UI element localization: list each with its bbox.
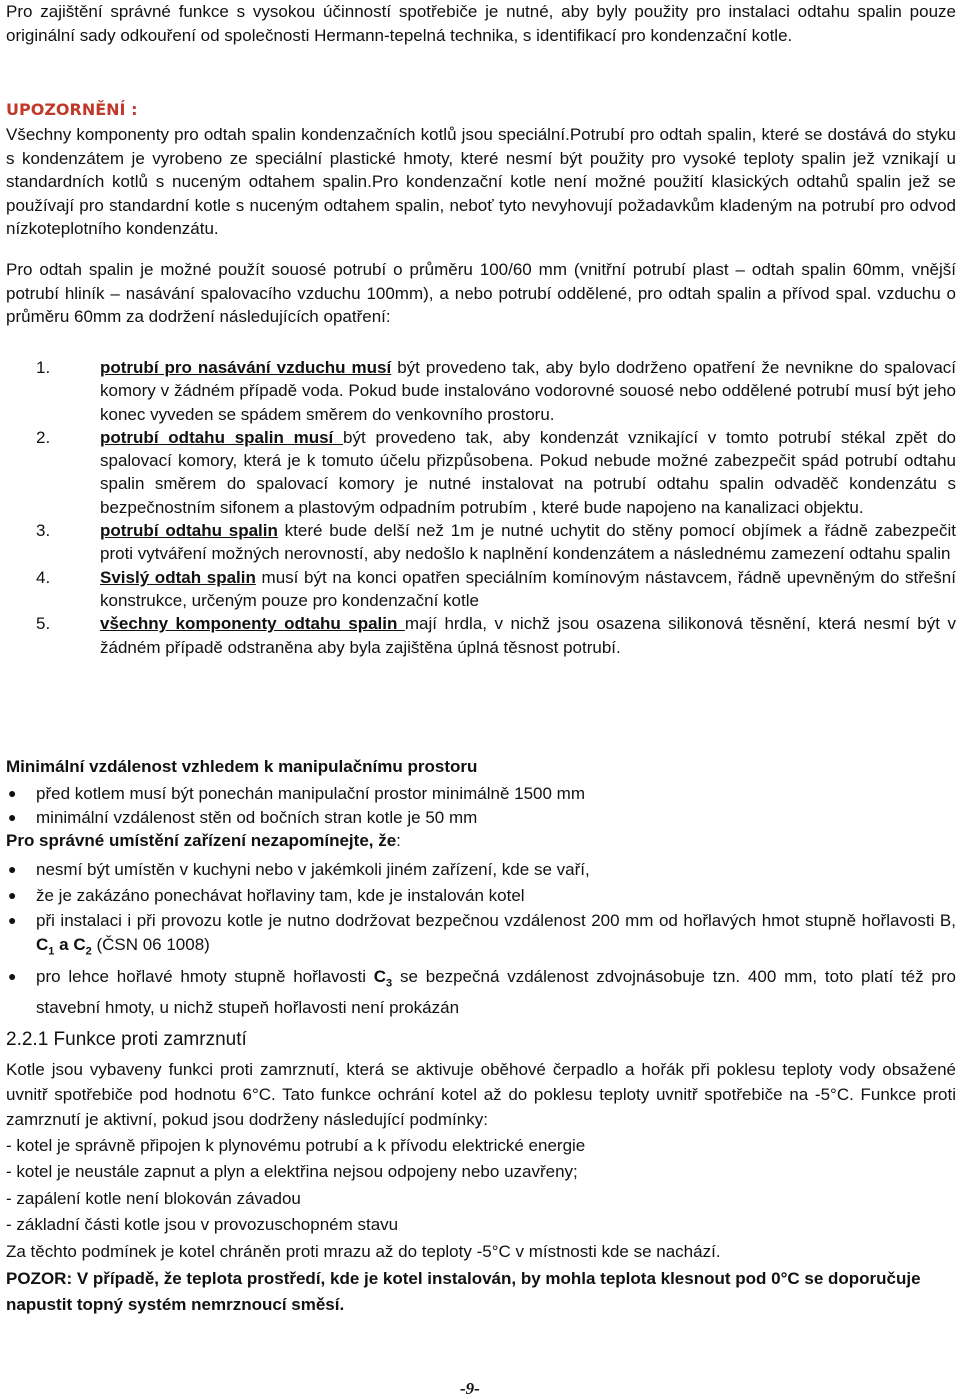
bullet-item	[6, 884, 956, 908]
bullet-icon: ●	[8, 968, 17, 985]
condition-item: - kotel je správně připojen k plynovému potrubí a k přívodu elektrické energie	[6, 1136, 586, 1155]
list-number: 5.	[36, 614, 51, 634]
list-number: 2.	[36, 427, 51, 447]
list-item-underlined: potrubí pro nasávání vzduchu musí	[100, 358, 392, 377]
bullet-item	[6, 965, 956, 1019]
list-item-text: musí být na konci opatřen speciálním komínovým nástavcem, řádně upevněným do střešní konstrukce, určeným pouze pro kondenzační kotle	[100, 567, 956, 610]
list-item	[6, 612, 956, 659]
pozor-paragraph: POZOR: V případě, že teplota prostředí, kde je kotel instalován, by mohla teplota klesnout pod 0°C se doporučuje napustit topný systém nemrznoucí směsí.	[6, 1269, 921, 1314]
list-item-underlined: Svislý odtah spalin	[100, 567, 256, 587]
warning-paragraph	[6, 123, 956, 241]
list-item	[6, 426, 956, 519]
condition-item: - základní části kotle jsou v provozuschopném stavu	[6, 1215, 399, 1234]
list-item-text: mají hrdla, v nichž jsou osazena silikonová těsnění, která nesmí být v žádném případě odstraněna aby byla zajištěna úplná těsnost potrubí.	[100, 614, 956, 657]
placement-title-colon: :	[396, 831, 401, 850]
list-item	[6, 566, 956, 613]
class-c3-sub: 3	[386, 977, 393, 990]
warning-text-b: Potrubí pro odtah spalin, které se dostává do styku s kondenzátem je vyrobeno ze speciální plastické hmoty, které nesmí být použity pro vysoké teploty spalin jež vznikají u standardních kotlů s nuceným odtahem spalin.	[6, 125, 956, 191]
bullet-item	[6, 806, 956, 830]
bullet-icon: ●	[8, 808, 17, 825]
bullet-icon: ●	[8, 886, 17, 903]
bullet-icon: ●	[8, 785, 17, 801]
intro-paragraph: Pro zajištění správné funkce s vysokou účinností spotřebiče je nutné, aby byly použity pro instalaci odtahu spalin pouze originální sady odkouření od společnosti Hermann-tepelná technika, s identifikací pro kondenzační kotle.	[6, 2, 956, 45]
page-number: -9-	[460, 1379, 480, 1398]
class-c2-letter: C	[73, 934, 86, 954]
placement-title-text: Pro správné umístění zařízení nezapomínejte, že	[6, 831, 397, 850]
pipe-paragraph: Pro odtah spalin je možné použít souosé potrubí o průměru 100/60 mm (vnitřní potrubí plast – odtah spalin 60mm, vnější potrubí hliník – nasávání spalovacího vzduchu 100mm), a nebo potrubí oddělené, pro odtah spalin a přívod spal. vzduchu o průměru 60mm za dodržení následujících opatření:	[6, 260, 956, 326]
freeze-paragraph: Kotle jsou vybaveny funkci proti zamrznutí, která se aktivuje oběhové čerpadlo a hořák při poklesu teploty vody obsažené uvnitř spotřebiče pod hodnotu 6°C. Tato funkce ochrání kotel až do poklesu teploty uvnitř spotřebiče na -5°C. Funkce proti zamrznutí je aktivní, pokud jsou dodrženy následující podmínky:	[6, 1060, 956, 1129]
list-number: 3.	[36, 521, 51, 541]
bullet-icon: ●	[8, 912, 17, 928]
placement-title	[6, 831, 401, 851]
list-item	[6, 356, 956, 426]
class-c3-letter: C	[373, 967, 387, 987]
min-distance-title: Minimální vzdálenost vzhledem k manipulačnímu prostoru	[6, 757, 478, 776]
class-c1-sub: 1	[48, 944, 55, 957]
bullet-text: minimální vzdálenost stěn od bočních stran kotle je 50 mm	[36, 807, 478, 827]
warning-title: UPOZORNĚNÍ :	[6, 100, 138, 119]
bullet-icon: ●	[8, 861, 17, 877]
list-number: 1.	[36, 358, 51, 377]
list-item-text: být provedeno tak, aby kondenzát vznikající v tomto potrubí stékal zpět do spalovací komory, která je k tomuto účelu přizpůsobena. Pokud nebude možné zabezpečit spád potrubí odtahu spalin směrem do spalovací komory je nutné instalovat na potrubí odtahu spalin odvaděč kondenzátu s bezpečnostním sifonem a plastovým odpadním potrubím , které bude napojeno na kanalizaci objektu.	[100, 427, 956, 517]
bullet-text-end: (ČSN 06 1008)	[91, 934, 210, 954]
class-c1-letter: C	[36, 934, 49, 954]
list-item-underlined: potrubí odtahu spalin musí	[100, 427, 344, 447]
condition-item: - zapálení kotle není blokován závadou	[6, 1189, 301, 1208]
list-number: 4.	[36, 567, 51, 587]
warning-text-c: Pro kondenzační kotle není možné použití klasických odtahů spalin jež se používají pro standardní kotle s nuceným odtahem spalin, neboť tyto nevyhovují požadavkům kladeným na potrubí pro odvod nízkoteplotního kondenzátu.	[6, 172, 957, 238]
class-c2-sub: 2	[85, 944, 92, 957]
list-item-text: které bude delší než 1m je nutné uchytit do stěny pomocí objímek a řádně zabezpečit proti vytváření možných nerovností, aby nedošlo k naplnění kondenzátem a následnému zamezení odtahu spalin	[100, 521, 956, 564]
bullet-text: že je zakázáno ponechávat hořlaviny tam, kde je instalován kotel	[36, 885, 525, 905]
class-and: a	[54, 934, 74, 954]
pipe-rules-list	[6, 356, 956, 659]
list-item-underlined: všechny komponenty odtahu spalin	[100, 614, 405, 634]
min-distance-list	[6, 782, 956, 829]
bullet-item	[6, 858, 956, 882]
bullet-text: při instalaci i při provozu kotle je nutno dodržovat bezpečnou vzdálenost 200 mm od hořlavých hmot stupně hořlavosti B,	[36, 911, 956, 930]
bullet-text: před kotlem musí být ponechán manipulační prostor minimálně 1500 mm	[36, 784, 585, 803]
protected-text: Za těchto podmínek je kotel chráněn proti mrazu až do teploty -5°C v místnosti kde se nachází.	[6, 1242, 721, 1261]
bullet-text-end: se bezpečná vzdálenost zdvojnásobuje tzn. 400 mm, toto platí též pro stavební hmoty, u nichž stupeň hořlavosti není prokázán	[36, 967, 956, 1018]
bullet-item	[6, 782, 956, 806]
list-item	[6, 519, 956, 566]
condition-item: - kotel je neustále zapnut a plyn a elektřina nejsou odpojeny nebo uzavřeny;	[6, 1162, 578, 1181]
bullet-text: pro lehce hořlavé hmoty stupně hořlavosti	[36, 967, 374, 987]
bullet-text: nesmí být umístěn v kuchyni nebo v jakémkoli jiném zařízení, kde se vaří,	[36, 860, 590, 879]
list-item-text: být provedeno tak, aby bylo dodrženo opatření že nevnikne do spalovací komory v žádném případě voda. Pokud bude instalováno vodorovné souosé nebo oddělené potrubí musí být jeho konec vyveden se spádem směrem do venkovního prostoru.	[100, 358, 957, 424]
placement-list	[6, 858, 956, 1020]
warning-text-a: Všechny komponenty pro odtah spalin kondenzačních kotlů jsou speciální.	[6, 125, 570, 144]
bullet-item	[6, 909, 956, 963]
section-title: 2.2.1 Funkce proti zamrznutí	[6, 1029, 247, 1050]
list-item-underlined: potrubí odtahu spalin	[100, 521, 278, 541]
